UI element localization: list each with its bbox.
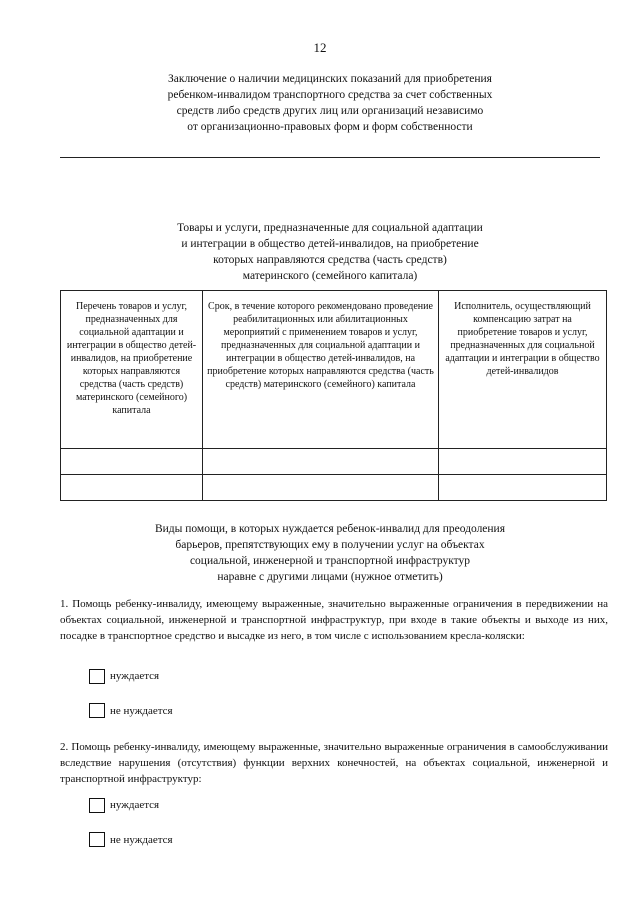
goods-section-title-line: Товары и услуги, предназначенные для социальной адаптации	[177, 222, 483, 234]
document-title-line: Заключение о наличии медицинских показаний для приобретения	[168, 73, 492, 85]
help-section-title	[100, 521, 560, 585]
table-cell[interactable]	[61, 449, 203, 475]
question-1-needs-checkbox[interactable]	[89, 669, 105, 684]
divider-line	[60, 157, 600, 158]
table-cell[interactable]	[439, 449, 607, 475]
table-cell[interactable]	[203, 449, 439, 475]
table-cell[interactable]	[61, 475, 203, 501]
goods-table	[60, 290, 607, 501]
document-title	[80, 71, 580, 135]
column-header-goods-list: Перечень товаров и услуг, предназначенных для социальной адаптации и интеграции в общество детей-инвалидов, на приобретение которых направляются средства (часть средств) материнского (семейного) капитала	[61, 291, 203, 449]
question-1-not-needs-checkbox[interactable]	[89, 703, 105, 718]
question-1-text: 1. Помощь ребенку-инвалиду, имеющему выраженные, значительно выраженные ограничения в передвижении на объектах социальной, инженерной и транспортной инфраструктур, при входе в такие объекты и выходе из них, посадке в транспортное средство и высадке из него, в том числе с использованием кресла-коляски:	[60, 598, 608, 642]
goods-section-title-line: и интеграции в общество детей-инвалидов, на приобретение	[181, 238, 479, 250]
document-title-line: средств либо средств других лиц или организаций независимо	[176, 105, 484, 117]
table-row	[61, 475, 607, 501]
help-section-title-line: социальной, инженерной и транспортной инфраструктур	[189, 555, 471, 567]
question-1-needs-label: нуждается	[110, 670, 160, 682]
goods-section-title-line: материнского (семейного капитала)	[242, 270, 418, 282]
help-section-title-line: барьеров, препятствующих ему в получении услуг на объектах	[175, 539, 485, 551]
question-2-text: 2. Помощь ребенку-инвалиду, имеющему выраженные, значительно выраженные ограничения в самообслуживании вследствие нарушения (отсутствия) функции верхних конечностей, на объектах социальной, инженерной и транспортной инфраструктур:	[60, 741, 608, 785]
table-cell[interactable]	[203, 475, 439, 501]
goods-section-title-line: которых направляются средства (часть средств)	[213, 254, 447, 266]
table-row	[61, 449, 607, 475]
table-cell[interactable]	[439, 475, 607, 501]
column-header-period: Срок, в течение которого рекомендовано проведение реабилитационных или абилитационных мероприятий с применением товаров и услуг, предназначенных для социальной адаптации и интеграции в общество детей-инвалидов, на приобретение которых направляются средства (часть средств) материнского (семейного) капитала	[203, 291, 439, 449]
column-header-executor: Исполнитель, осуществляющий компенсацию затрат на приобретение товаров и услуг, предназначенных для социальной адаптации и интеграции в общество детей-инвалидов	[439, 291, 607, 449]
help-section-title-line: Виды помощи, в которых нуждается ребенок-инвалид для преодоления	[154, 523, 506, 535]
question-2-needs-label: нуждается	[110, 799, 160, 811]
document-title-line: ребенком-инвалидом транспортного средства за счет собственных	[167, 89, 493, 101]
goods-section-title	[100, 220, 560, 284]
table-header-row	[61, 291, 607, 449]
help-section-title-line: наравне с другими лицами (нужное отметить)	[217, 571, 443, 583]
document-title-line: от организационно-правовых форм и форм собственности	[187, 121, 473, 133]
page-number: 12	[313, 40, 327, 55]
question-1-not-needs-label: не нуждается	[110, 705, 173, 717]
question-2-not-needs-label: не нуждается	[110, 834, 173, 846]
question-2-needs-checkbox[interactable]	[89, 798, 105, 813]
question-2-not-needs-checkbox[interactable]	[89, 832, 105, 847]
